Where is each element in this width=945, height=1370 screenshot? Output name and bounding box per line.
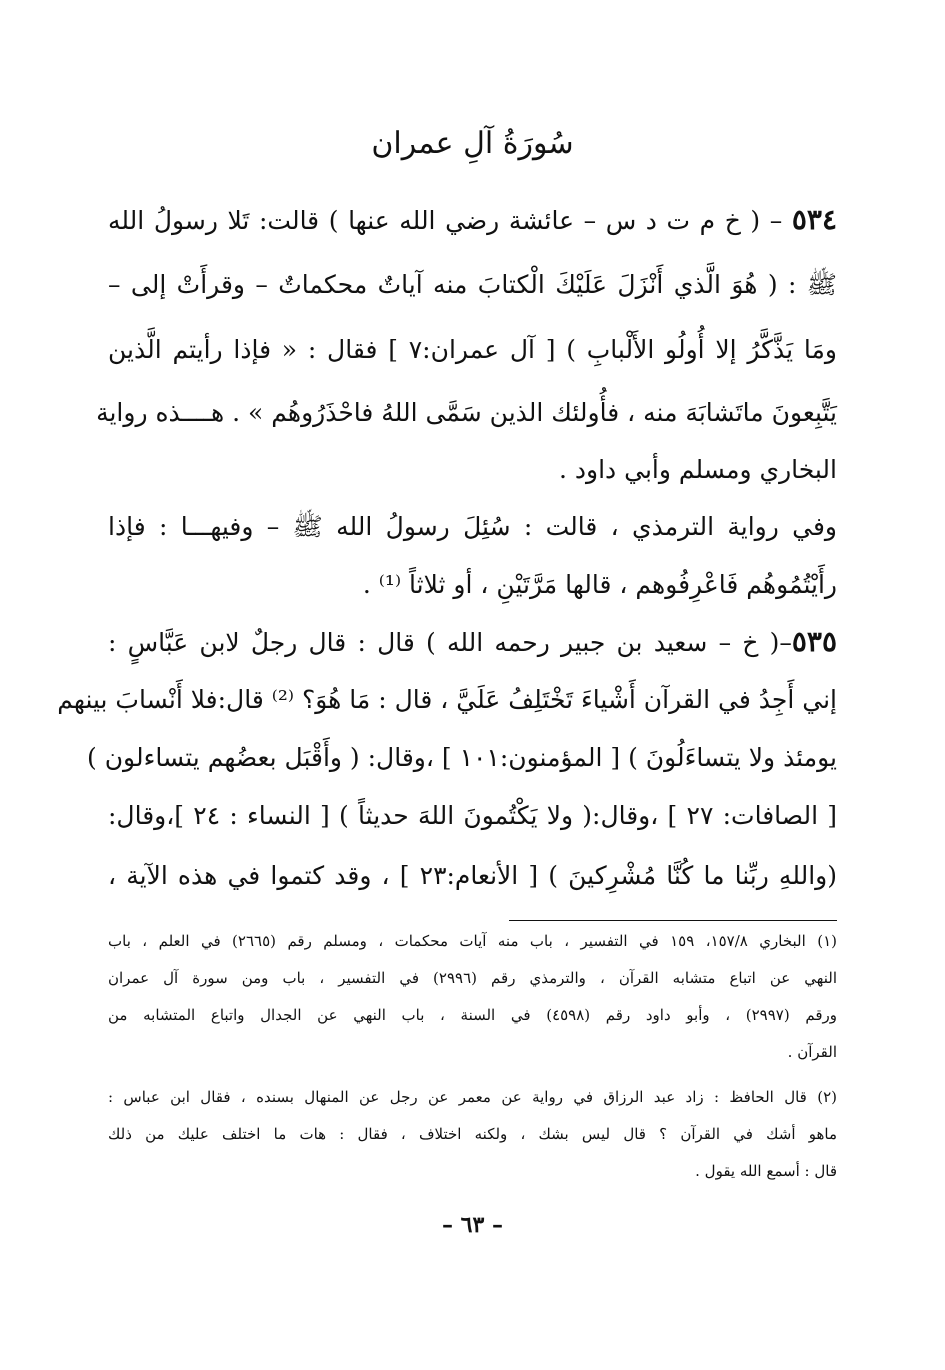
text-line: ٥٣٥–( خ – سعيد بن جبير رحمه الله ) قال : قال رجلٌ لابن عَبَّاسٍ : bbox=[108, 625, 837, 658]
text-line: يَتَّبِعونَ ماتَشابَهَ منه ، فأُولئك الذين سَمَّى اللهُ فاحْذَرُوهُم » . هــــذه رواية bbox=[96, 398, 837, 427]
footnote-line: ورقم (٢٩٩٧) ، وأبو داود رقم (٤٥٩٨) في السنة ، باب النهي عن الجدال واتباع المتشابه من bbox=[108, 1006, 838, 1024]
text-line: [ الصافات: ٢٧ ] ،وقال:( ولا يَكْتُمونَ اللهَ حديثاً ) [ النساء : ٢٤ ]،وقال: bbox=[108, 801, 838, 830]
footnote-line: النهي عن اتباع متشابه القرآن ، والترمذي رقم (٢٩٩٦) في التفسير ، باب ومن سورة آل عمران bbox=[108, 969, 837, 987]
text-line: وفي رواية الترمذي ، قالت : سُئِلَ رسولُ الله ﷺ – وفيهـــا : فإذا bbox=[108, 512, 837, 541]
footnote-line: (٢) قال الحافظ : زاد عبد الرزاق في رواية عن معمر عن رجل عن المنهال بسنده ، فقال ابن عباس : bbox=[108, 1088, 837, 1106]
footnote-line: القرآن . bbox=[787, 1043, 837, 1061]
footnote-line: (١) البخاري ١٥٧/٨، ١٥٩ في التفسير ، باب منه آيات محكمات ، ومسلم رقم (٢٦٦٥) في العلم ، باب bbox=[108, 932, 837, 950]
hadith-number: ٥٣٤ bbox=[791, 203, 837, 236]
text-line: يومئذ ولا يتساءَلُونَ ) [ المؤمنون:١٠١ ] ،وقال: ( وأَقْبَل بعضُهم يتساءلون ) bbox=[87, 743, 837, 772]
footnote-line: قال : أسمع الله يقول . bbox=[695, 1162, 837, 1180]
text-line: ﷺ : ( هُوَ الَّذي أَنْزَلَ عَلَيْكَ الْكتابَ منه آياتٌ محكماتٌ – وقرأَتْ إلى – bbox=[108, 270, 837, 299]
hadith-number: ٥٣٥ bbox=[791, 625, 837, 658]
text-line: إني أَجِدُ في القرآن أَشْياءَ تَخْتَلِفُ عَلَيَّ ، قال : مَا هُوَ؟ ⁽²⁾ قال:فلا أَنْسابَ بينهم bbox=[57, 685, 837, 714]
surah-title: سُورَةُ آلِ عمران bbox=[371, 126, 574, 161]
text-line: ٥٣٤ – ( خ م ت د س – عائشة رضي الله عنها ) قالت: تَلا رسولُ الله bbox=[108, 203, 837, 236]
text-line: رأَيْتُمُوهُم فَاعْرِفُوهم ، قالها مَرَّتَيْنِ ، أو ثلاثاً ⁽¹⁾ . bbox=[362, 570, 837, 599]
page-number: – ٦٣ – bbox=[442, 1212, 503, 1238]
text-line: البخاري ومسلم وأبي داود . bbox=[558, 455, 837, 484]
footnote-divider bbox=[509, 920, 837, 921]
text-line: ومَا يَذَّكَّرُ إلا أُولُو الأَلْبابِ ) [ آل عمران:٧ ] فقال : « فإذا رأيتم الَّذين bbox=[108, 335, 837, 364]
footnote-line: ماهو أشك في القرآن ؟ قال ليس بشك ، ولكنه اختلاف ، فقال : هات ما اختلف عليك من ذلك bbox=[108, 1125, 837, 1143]
text-line: (واللهِ ربِّنا ما كُنَّا مُشْرِكينَ ) [ الأنعام:٢٣ ] ، وقد كتموا في هذه الآية ، bbox=[108, 861, 837, 890]
